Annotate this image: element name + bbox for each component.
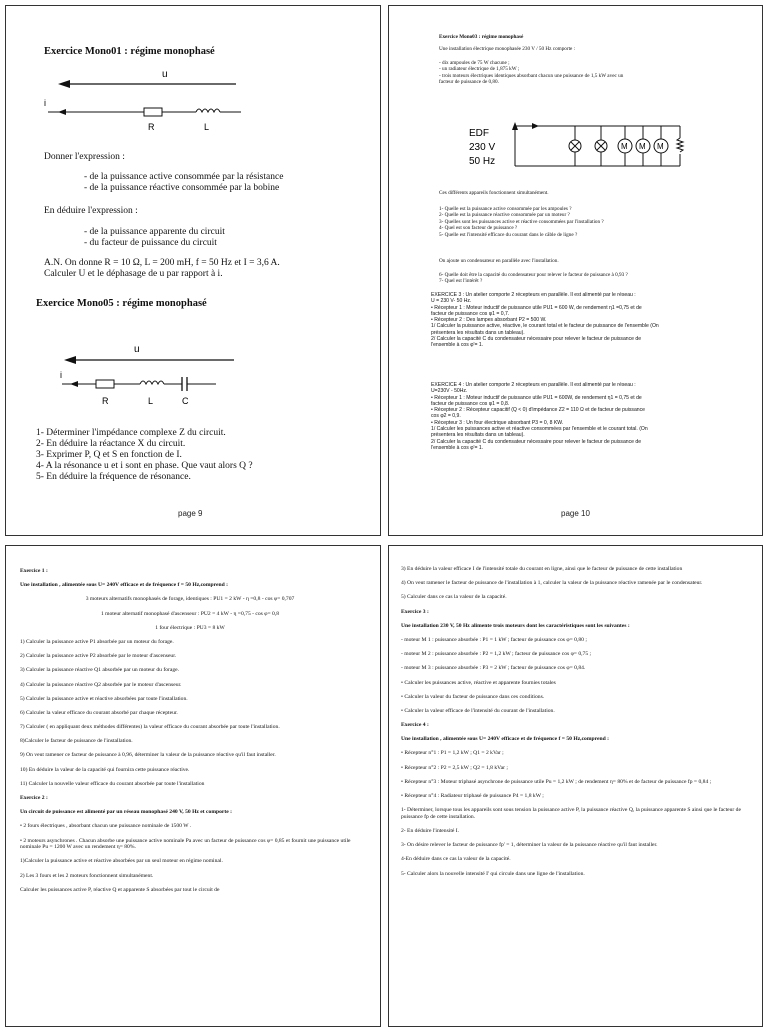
- question: 2- En déduire la réactance X du circuit.: [36, 439, 186, 449]
- page-12: [388, 545, 763, 1027]
- question: 3- Quelles sont les puissances active et réactive consommées par l'installation ?: [439, 218, 604, 225]
- list-item: • 2 fours électriques , absorbant chacun une puissance nominale de 1500 W .: [20, 823, 192, 830]
- ex3-line: l'ensemble à cos φ'= 1.: [431, 342, 484, 349]
- voltage-label-u: u: [134, 344, 140, 355]
- ex3-line: U = 230 V- 50 Hz.: [431, 298, 472, 305]
- list-item: - du facteur de puissance du circuit: [84, 238, 217, 248]
- ex3-line: • Récepteur 1 : Moteur inductif de puissance utile PU1 = 600 W, de rendement η1 =0,75 et de: [431, 304, 642, 311]
- question: 5) Calculer la puissance active et réactive absorbées par toute l'installation.: [20, 695, 188, 702]
- equipment-line: 3 moteurs alternatifs monophasés de forage, identiques : PU1 = 2 kW - η =0,8 - cos φ= 0,707: [85, 596, 295, 603]
- question: 1- Déterminer, lorsque tous les appareils sont sous tension la puissance active P, la puissance réactive Q, la puissance apparente S ainsi que le facteur de puissance fp de cette installation.: [401, 807, 741, 820]
- list-item: - moteur M 3 : puissance absorbée : P3 = 2 kW ; facteur de puissance cos φ= 0,84.: [401, 665, 586, 672]
- motor-label: M: [621, 142, 628, 151]
- list-item: • Récepteur n°2 : P2 = 2,5 kW ; Q2 = 1,8 kVar ;: [401, 764, 508, 771]
- question: 4- Quel est son facteur de puissance ?: [439, 225, 518, 232]
- question: 1) Calculer la puissance active P1 absorbée par un moteur du forage.: [20, 638, 174, 645]
- mono05-questions: [36, 428, 253, 483]
- question: 4) On veut ramener le facteur de puissance de l'installation à 1, calculer la valeur de la puissance réactive ramenée par le condensateur.: [401, 580, 703, 587]
- question: 5- Quelle est l'intensité efficace du courant dans le câble de ligne ?: [439, 231, 578, 238]
- question: 5) Calculer dans ce cas la valeur de la capacité.: [401, 594, 507, 601]
- schema-hz: 50 Hz: [469, 156, 496, 167]
- list-item: - moteur M 2 : puissance absorbée : P2 = 1,2 kW ; facteur de puissance cos φ= 0,75 ;: [401, 651, 592, 658]
- list-item: • Récepteur n°3 : Moteur triphasé asynchrone de puissance utile Pu = 1,2 kW ; de rendement η= 80% et de facteur de puissance fp = 0,84 ;: [401, 778, 712, 785]
- ex3-line: facteur de puissance cos φ1 = 0,7.: [431, 310, 510, 317]
- ex3-line: EXERCICE 3 : Un atelier comporte 2 récepteurs en parallèle. Il est alimenté par le réseau :: [431, 292, 636, 298]
- current-label-i: i: [60, 370, 62, 380]
- question: 7- Quel est l'intérêt ?: [439, 278, 483, 285]
- exercise-3-subtitle: Une installation 230 V, 50 Hz alimente trois moteurs dont les caractéristiques sont les suivantes :: [401, 622, 630, 629]
- ex4-line: U=230V - 50Hz.: [431, 388, 468, 395]
- exercise-3-title: Exercice 3 :: [401, 608, 429, 615]
- ex4-line: EXERCICE 4 : Un atelier comporte 2 récepteurs en parallèle. Il est alimenté par le réseau :: [431, 382, 636, 388]
- list-item: • 2 moteurs asynchrones . Chacun absorbe une puissance active nominale Pa avec un facteur de puissance cos φ= 0,85 et fournit une puissance utile nominale Pu = 1200 W avec un rendement η= 80%.: [20, 837, 351, 851]
- an-line: Calculer U et le déphasage de u par rapport à i.: [44, 269, 223, 279]
- question: 10) En déduire la valeur de la capacité qui fournira cette puissance réactive.: [20, 766, 190, 773]
- question: 4-En déduire dans ce cas la valeur de la capacité.: [401, 856, 511, 863]
- ex4-line: 1/ Calculer les puissances active et réactive consommées par l'ensemble et le courant total. (On: [431, 426, 648, 433]
- question: 7) Calculer ( en appliquant deux méthodes différentes) la valeur efficace du courant absorbée par toute l'installation.: [20, 724, 280, 731]
- ex4-line: • Récepteur 1 : Moteur inductif de puissance utile PU1 = 600W, de rendement η1 = 0,75 et de: [431, 394, 642, 401]
- question: 2) Calculer la puissance active P2 absorbée par le moteur d'ascenseur.: [20, 653, 177, 660]
- schema-volts: 230 V: [469, 142, 496, 153]
- ex3-line: présentera les résultats dans un tableau).: [431, 329, 525, 336]
- equipment-line: 1 four électrique : PU3 = 8 kW: [155, 624, 225, 631]
- ex3-line: 1/ Calculer la puissance active, réactive, le courant total et le facteur de puissance de l'ensemble (On: [431, 323, 659, 330]
- list-item: - moteur M 1 : puissance absorbée : P1 = 1 kW ; facteur de puissance cos φ= 0,80 ;: [401, 636, 587, 643]
- ex3-line: • Récepteur 2 : Des lampes absorbant P2 = 500 W.: [431, 317, 547, 324]
- question: 3- On désire relever le facteur de puissance fp' = 1, déterminer la valeur de la puissance réactive qu'il faut installer.: [401, 842, 658, 849]
- exercise-mono05-title: Exercice Mono05 : régime monophasé: [36, 298, 207, 309]
- exercise-1-title: Exercice 1 :: [20, 568, 48, 574]
- question: 6) Calculer la valeur efficace du courant absorbé par chaque récepteur.: [20, 709, 178, 716]
- mono03-questions: [439, 206, 604, 238]
- donner-expression: Donner l'expression :: [44, 152, 125, 162]
- deduire-expression: En déduire l'expression :: [44, 206, 138, 216]
- page-11: [5, 545, 381, 1027]
- page-9: [5, 5, 381, 536]
- list-item: - de la puissance apparente du circuit: [84, 227, 225, 237]
- ex4-line: cos φ2 = 0,9.: [431, 413, 461, 420]
- page-10: [388, 5, 763, 536]
- list-item: • Récepteur n°1 : P1 = 1,2 kW ; Q1 = 2 kVar ;: [401, 750, 504, 757]
- exercise-4-subtitle: Une installation , alimentée sous U= 240V efficace et de fréquence f = 50 Hz,comprend :: [401, 736, 609, 743]
- question: 3) Calculer la puissance réactive Q1 absorbée par un moteur du forage.: [20, 667, 180, 674]
- question: 4- A la résonance u et i sont en phase. Que vaut alors Q ?: [36, 461, 253, 471]
- schema-edf: EDF: [469, 128, 489, 139]
- page-number: page 9: [178, 509, 203, 518]
- ex4-line: facteur de puissance cos φ1 = 0,8.: [431, 400, 510, 407]
- mono03-intro: Une installation électrique monophasée 230 V / 50 Hz comporte :: [439, 46, 576, 52]
- list-item: - dix ampoules de 75 W chacune ;: [439, 60, 510, 66]
- list-item: • Récepteur n°4 : Radiateur triphasé de puissance P4 = 1,8 kW ;: [401, 793, 544, 799]
- list-item: • Calculer la valeur efficace de l'intensité du courant de l'installation.: [401, 707, 555, 714]
- list-item: - trois moteurs électriques identiques absorbant chacun une puissance de 1,5 kW avec un: [439, 72, 624, 79]
- exercise-2-title: Exercice 2 :: [20, 795, 48, 801]
- ex4-line: l'ensemble à cos φ'= 1.: [431, 444, 484, 451]
- question: 4) Calculer la puissance réactive Q2 absorbée par le moteur d'ascenseur.: [20, 681, 182, 688]
- list-item: - de la puissance réactive consommée par la bobine: [84, 183, 280, 193]
- question: 5- En déduire la fréquence de résonance.: [36, 472, 191, 482]
- installation-schema: [435, 116, 735, 178]
- question: Calculer les puissances active P, réactive Q et apparente S absorbées par tout le circuit de: [20, 886, 220, 893]
- mono03-simultaneous: Ces différents appareils fonctionnent simultanément.: [439, 190, 549, 196]
- resistor-label-r: R: [148, 122, 155, 132]
- exercise-1-subtitle: Une installation , alimentée sous U= 240V efficace et de fréquence f = 50 Hz,comprend :: [20, 582, 228, 589]
- mono03-questions-2: [439, 272, 628, 285]
- question: 3- Exprimer P, Q et S en fonction de I.: [36, 450, 182, 460]
- ex4-line: présentera les résultats dans un tableau).: [431, 432, 525, 439]
- inductor-label-l: L: [148, 396, 154, 406]
- page-12-content: [401, 566, 745, 885]
- mono03-items: [439, 60, 623, 86]
- current-label-i: i: [44, 98, 46, 108]
- question: 11) Calculer la nouvelle valeur efficace du courant absorbée par toute l'installation: [20, 780, 205, 787]
- exercise-mono01-title: Exercice Mono01 : régime monophasé: [44, 46, 215, 57]
- list-item: • Calculer la valeur du facteur de puissance dans ces conditions.: [401, 693, 545, 700]
- list-item: - de la puissance active consommée par la résistance: [84, 172, 284, 182]
- question: 2) Les 3 fours et les 2 moteurs fonctionnent simultanément.: [20, 872, 154, 879]
- resistor-label-r: R: [102, 396, 109, 406]
- ex4-line: • Récepteur 2 : Récepteur capacitif (Q < 0) d'impédance Z2 = 110 Ω et de facteur de puissance: [431, 407, 646, 414]
- ex4-line: • Récepteur 3 : Un four électrique absorbant P3 = 0, 8 KW.: [431, 419, 564, 426]
- exercise-4-title: Exercice 4 :: [401, 722, 429, 729]
- question: 1- Quelle est la puissance active consommée par les ampoules ?: [439, 206, 572, 212]
- mono03-condensateur: On ajoute un condensateur en parallèle avec l'installation.: [439, 258, 559, 264]
- circuit-rlc-diagram: [56, 340, 276, 410]
- question: 1- Déterminer l'impédance complexe Z du circuit.: [36, 428, 226, 438]
- list-item: facteur de puissance de 0,80.: [439, 79, 499, 86]
- page-11-content: [20, 568, 360, 901]
- ex3-line: 2/ Calculer la capacité C du condensateur nécessaire pour relever le facteur de puissance de: [431, 336, 642, 343]
- motor-label: M: [639, 142, 646, 151]
- list-item: - un radiateur électrique de 1,875 kW ;: [439, 66, 520, 73]
- circuit-rl-diagram: [36, 64, 256, 134]
- deduire-list: [84, 227, 225, 249]
- ex4-line: 2/ Calculer la capacité C du condensateur nécessaire pour relever le facteur de puissance de: [431, 438, 642, 445]
- voltage-label-u: u: [162, 69, 168, 80]
- page-number: page 10: [561, 509, 590, 518]
- question: 5- Calculer alors la nouvelle intensité I' qui circule dans une ligne de l'installation.: [401, 870, 585, 877]
- application-numerique: [44, 258, 280, 280]
- question: 8)Calculer le facteur de puissance de l'installation.: [20, 738, 133, 745]
- exercise-4-block: [431, 382, 648, 451]
- motor-label: M: [657, 142, 664, 151]
- exercise-3-block: [431, 292, 659, 349]
- question: 2- En déduire l'intensité I.: [401, 827, 460, 834]
- donner-list: [84, 172, 283, 194]
- question: 2- Quelle est la puissance réactive consommée par un moteur ?: [439, 212, 570, 219]
- an-line: A.N. On donne R = 10 Ω, L = 200 mH, f = 50 Hz et I = 3,6 A.: [44, 258, 280, 268]
- question: 6- Quelle doit être la capacité du condensateur pour relever le facteur de puissance à 0,93 ?: [439, 272, 628, 278]
- question: 3) En déduire la valeur efficace I de l'intensité totale du courant en ligne, ainsi que le facteur de puissance de cette installation: [401, 566, 683, 572]
- inductor-label-l: L: [204, 122, 210, 132]
- question: 9) On veut ramener ce facteur de puissance à 0,96, déterminer la valeur de la puissance réactive qu'il faut installer.: [20, 752, 276, 759]
- exercise-2-subtitle: Un circuit de puissance est alimenté par un réseau monophasé 240 V, 50 Hz et comporte :: [20, 809, 232, 816]
- exercise-mono03-title: Exercice Mono03 : régime monophasé: [439, 34, 524, 40]
- list-item: • Calculer les puissances active, réactive et apparente fournies totales: [401, 679, 556, 686]
- capacitor-label-c: C: [182, 396, 189, 406]
- equipment-line: 1 moteur alternatif monophasé d'ascenseur : PU2 = 4 kW - η =0,75 - cos φ= 0,8: [100, 610, 280, 617]
- question: 1)Calculer la puissance active et réactive absorbées par un seul moteur en régime nominal.: [20, 858, 223, 865]
